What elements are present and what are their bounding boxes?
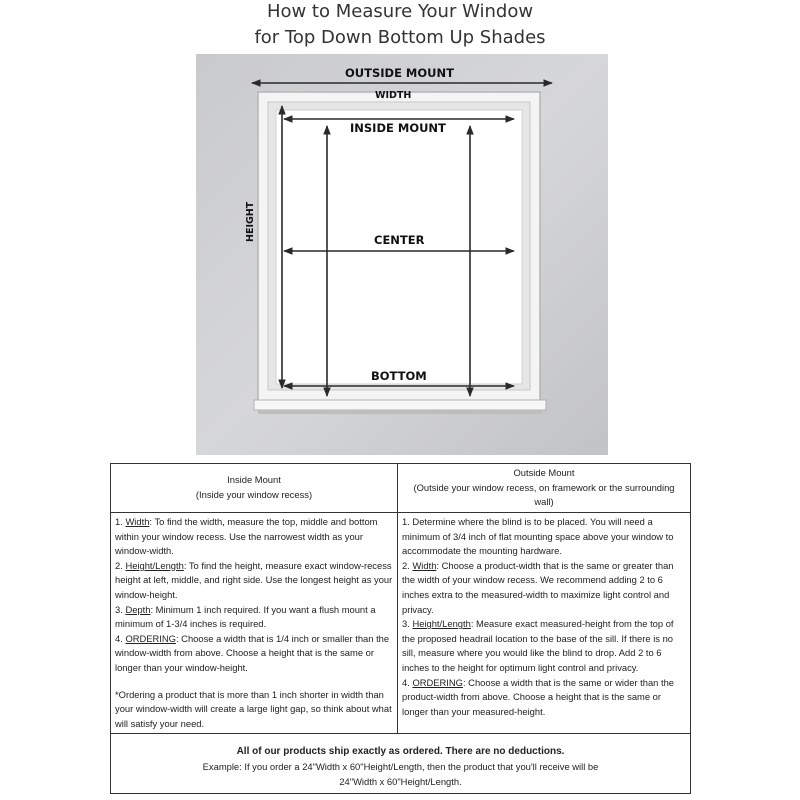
window-diagram-graphic bbox=[196, 54, 608, 455]
window-diagram bbox=[196, 54, 608, 455]
inside-mount-header-title: Inside Mount bbox=[227, 474, 281, 486]
outside-height-step: 3. Height/Length: Measure exact measured-height from the top of the proposed headrail location to the base of the sill. If there is no sill, measure where you would like the blind to drop. Add 2 to 6 inches to the height for optimum light control and privacy. bbox=[402, 618, 674, 673]
window-sill-shadow bbox=[258, 410, 542, 414]
window-glass bbox=[276, 110, 522, 384]
inside-width-step: 1. Width: To find the width, measure the top, middle and bottom within your window recess. Use the narrowest width as your window-width. bbox=[115, 516, 378, 557]
inside-mount-label: INSIDE MOUNT bbox=[350, 121, 446, 135]
inside-mount-header-subtitle: (Inside your window recess) bbox=[195, 489, 313, 500]
inside-ordering-step: 4. ORDERING: Choose a width that is 1/4 inch or smaller than the window-width from above. Choose a height that is the same or longer than your window-height. bbox=[115, 632, 390, 673]
shipping-example-line-1: Example: If you order a 24"Width x 60"Height/Length, then the product that you'll receive will be bbox=[202, 761, 599, 773]
outside-width-step: 2. Width: Choose a product-width that is the same or greater than the width of your window recess. We recommend adding 2 to 6 inches extra to the measured-width to maximize light control and privacy. bbox=[402, 559, 674, 615]
page-title-line-1: How to Measure Your Window bbox=[266, 1, 534, 22]
shipping-note-bold: All of our products ship exactly as ordered. There are no deductions. bbox=[236, 746, 565, 758]
measuring-instructions-table bbox=[110, 463, 691, 794]
inside-height-step: 2. Height/Length: To find the height, measure exact window-recess height at left, middle, and right side. Use the longest height as your window-height. bbox=[115, 559, 393, 600]
outside-ordering-step: 4. ORDERING: Choose a width that is the same or wider than the product-width from above. Choose a height that is the same or longer than your measured-height. bbox=[402, 676, 675, 717]
outside-mount-header bbox=[398, 464, 691, 513]
page-title-line-2: for Top Down Bottom Up Shades bbox=[254, 27, 546, 48]
inside-mount-header bbox=[111, 464, 398, 513]
window-sill bbox=[254, 400, 546, 410]
shipping-note bbox=[111, 734, 691, 794]
outside-mount-label: OUTSIDE MOUNT bbox=[345, 66, 454, 80]
outside-mount-header-subtitle: (Outside your window recess, on framework or the surrounding wall) bbox=[413, 481, 675, 508]
outside-mount-header-title: Outside Mount bbox=[513, 467, 575, 479]
inside-depth-step: 3. Depth: Minimum 1 inch required. If you want a flush mount a minimum of 1-3/4 inches is required. bbox=[115, 603, 376, 630]
bottom-label: BOTTOM bbox=[371, 369, 427, 383]
inside-ordering-note: *Ordering a product that is more than 1 inch shorter in width than your window-width will create a large light gap, so think about what will satisfy your need. bbox=[115, 688, 392, 729]
center-label: CENTER bbox=[374, 233, 425, 247]
outside-mount-instructions bbox=[398, 513, 691, 734]
height-label: HEIGHT bbox=[245, 201, 256, 242]
inside-mount-instructions bbox=[111, 513, 398, 734]
width-label: WIDTH bbox=[375, 90, 412, 101]
outside-placement-step: 1. Determine where the blind is to be placed. You will need a minimum of 3/4 inch of flat mounting space above your window to accommodate the mounting hardware. bbox=[402, 516, 674, 557]
shipping-example-line-2: 24"Width x 60"Height/Length. bbox=[339, 776, 462, 788]
